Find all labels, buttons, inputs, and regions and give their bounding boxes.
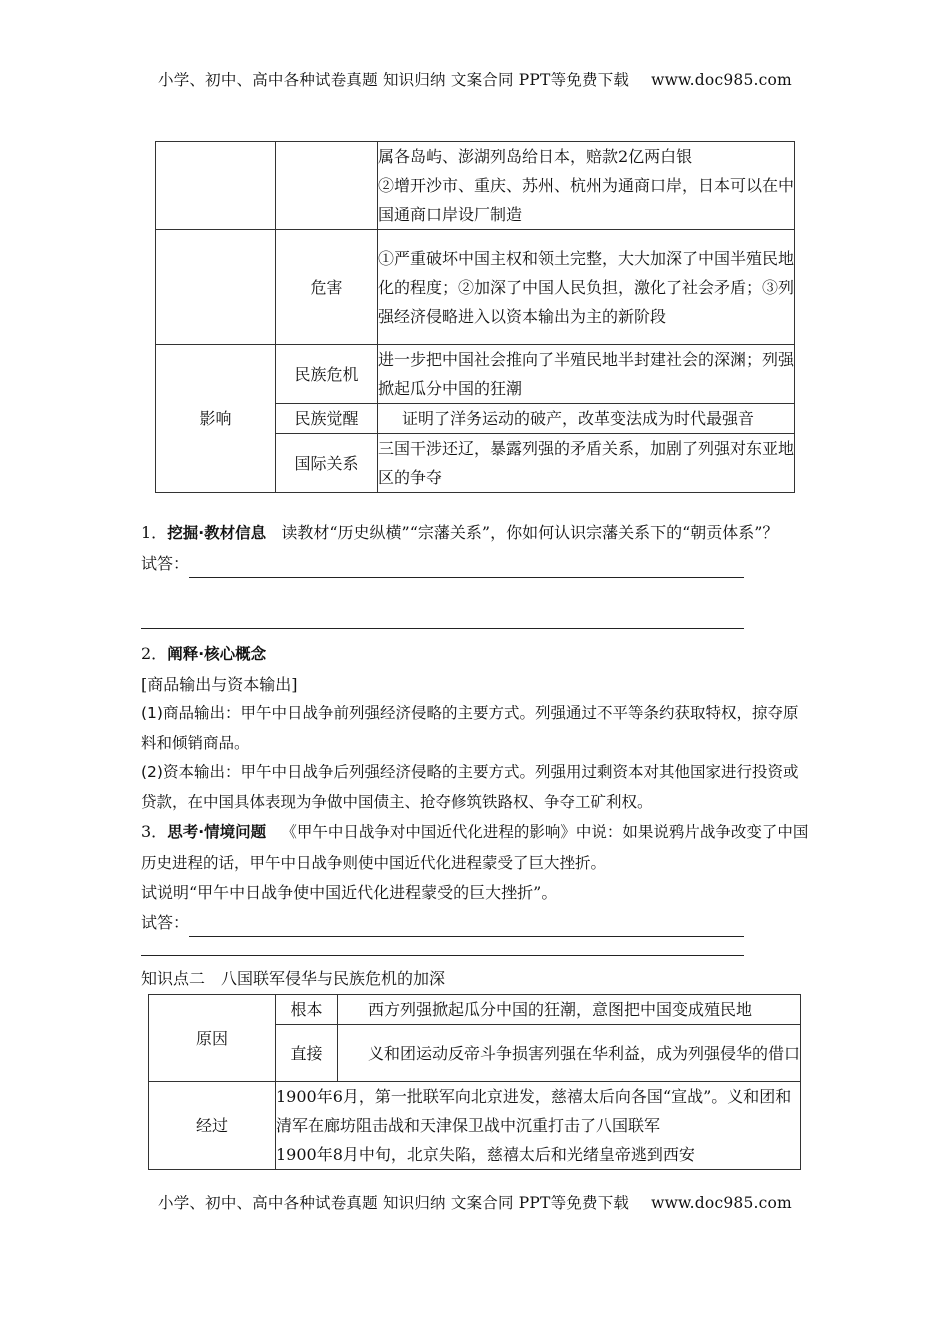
concept-commodity-export: (1)商品输出：甲午中日战争前列强经济侵略的主要方式。列强通过不平等条约获取特权，掠夺原料和倾销商品。 (141, 704, 799, 752)
question-1-answer-label: 试答： (141, 553, 190, 573)
section-title: 知识点二 八国联军侵华与民族危机的加深 (141, 969, 446, 988)
question-3-title: 思考·情境问题 (167, 823, 267, 841)
impact-row-label: 民族危机 (276, 345, 378, 404)
treaty-content-line2: ②增开沙市、重庆、苏州、杭州为通商口岸，日本可以在中国通商口岸设厂制造 (378, 176, 795, 224)
question-3-answer-row (141, 908, 811, 938)
harm-text: ①严重破坏中国主权和领土完整，大大加深了中国半殖民地化的程度；②加深了中国人民负担，激化了社会矛盾；③列强经济侵略进入以资本输出为主的新阶段 (378, 230, 795, 345)
question-3-answer-label: 试答： (141, 912, 190, 932)
question-2 (141, 639, 811, 817)
impact-row-text: 证明了洋务运动的破产，改革变法成为时代最强音 (378, 404, 795, 434)
page-footer (0, 1191, 950, 1213)
table-row (156, 142, 795, 230)
page-header (0, 68, 950, 90)
eight-nation-table (148, 994, 801, 1170)
answer-line[interactable] (141, 955, 744, 956)
footer-text: 小学、初中、高中各种试卷真题 知识归纳 文案合同 PPT等免费下载 (158, 1194, 630, 1212)
table-row (156, 345, 795, 404)
question-1-title: 挖掘·教材信息 (167, 524, 267, 542)
root-text: 西方列强掀起瓜分中国的狂潮，意图把中国变成殖民地 (338, 995, 801, 1025)
question-3-number: 3． (141, 822, 168, 841)
question-1 (141, 518, 811, 578)
process-paragraph-1: 1900年6月，第一批联军向北京进发，慈禧太后向各国“宣战”。义和团和清军在廊坊阻击战和天津保卫战中沉重打击了八国联军 (276, 1087, 792, 1135)
question-1-text (141, 518, 811, 549)
table-cell (276, 142, 378, 230)
concept-capital-export: (2)资本输出：甲午中日战争后列强经济侵略的主要方式。列强用过剩资本对其他国家进行投资或贷款，在中国具体表现为争做中国债主、抢夺修筑铁路权、争夺工矿利权。 (141, 763, 799, 811)
impact-row-label: 民族觉醒 (276, 404, 378, 434)
question-1-number: 1． (141, 523, 168, 542)
direct-label: 直接 (276, 1025, 338, 1082)
question-3 (141, 817, 811, 937)
table-row (149, 1082, 801, 1170)
table-row (149, 995, 801, 1025)
answer-line[interactable] (189, 918, 744, 937)
answer-line[interactable] (189, 559, 744, 578)
treaty-content-line1: 属各岛屿、澎湖列岛给日本，赔款2亿两白银 (378, 147, 693, 166)
header-text: 小学、初中、高中各种试卷真题 知识归纳 文案合同 PPT等免费下载 (158, 71, 630, 89)
table-row (156, 230, 795, 345)
question-1-prompt: 读教材“历史纵横”“宗藩关系”，你如何认识宗藩关系下的“朝贡体系”？ (281, 523, 779, 542)
question-2-title: 阐释·核心概念 (167, 645, 267, 663)
impact-row-text: 进一步把中国社会推向了半殖民地半封建社会的深渊；列强掀起瓜分中国的狂潮 (378, 345, 795, 404)
harm-label: 危害 (276, 230, 378, 345)
question-1-answer-row (141, 549, 811, 579)
question-2-number: 2． (141, 644, 168, 663)
question-3-ask: 试说明“甲午中日战争使中国近代化进程蒙受的巨大挫折”。 (141, 883, 558, 902)
answer-line[interactable] (141, 628, 744, 629)
process-label: 经过 (149, 1082, 276, 1170)
treaty-content-cell (378, 142, 795, 230)
footer-site: www.doc985.com (651, 1194, 792, 1212)
impact-label: 影响 (156, 345, 276, 493)
question-3-quote: 《甲午中日战争对中国近代化进程的影响》中说：如果说鸦片战争改变了中国历史进程的话，甲午中日战争则使中国近代化进程蒙受了巨大挫折。 (141, 823, 809, 872)
cause-label: 原因 (149, 995, 276, 1082)
process-paragraph-2: 1900年8月中旬，北京失陷，慈禧太后和光绪皇帝逃到西安 (276, 1145, 695, 1164)
root-label: 根本 (276, 995, 338, 1025)
impact-row-text: 三国干涉还辽，暴露列强的矛盾关系，加剧了列强对东亚地区的争夺 (378, 434, 795, 493)
treaty-impact-table (155, 141, 795, 493)
direct-text: 义和团运动反帝斗争损害列强在华利益，成为列强侵华的借口 (338, 1025, 801, 1082)
header-site: www.doc985.com (651, 71, 792, 89)
table-cell (156, 230, 276, 345)
impact-row-label: 国际关系 (276, 434, 378, 493)
process-text (276, 1082, 801, 1170)
table-cell (156, 142, 276, 230)
question-2-bracket: [商品输出与资本输出] (141, 674, 298, 694)
